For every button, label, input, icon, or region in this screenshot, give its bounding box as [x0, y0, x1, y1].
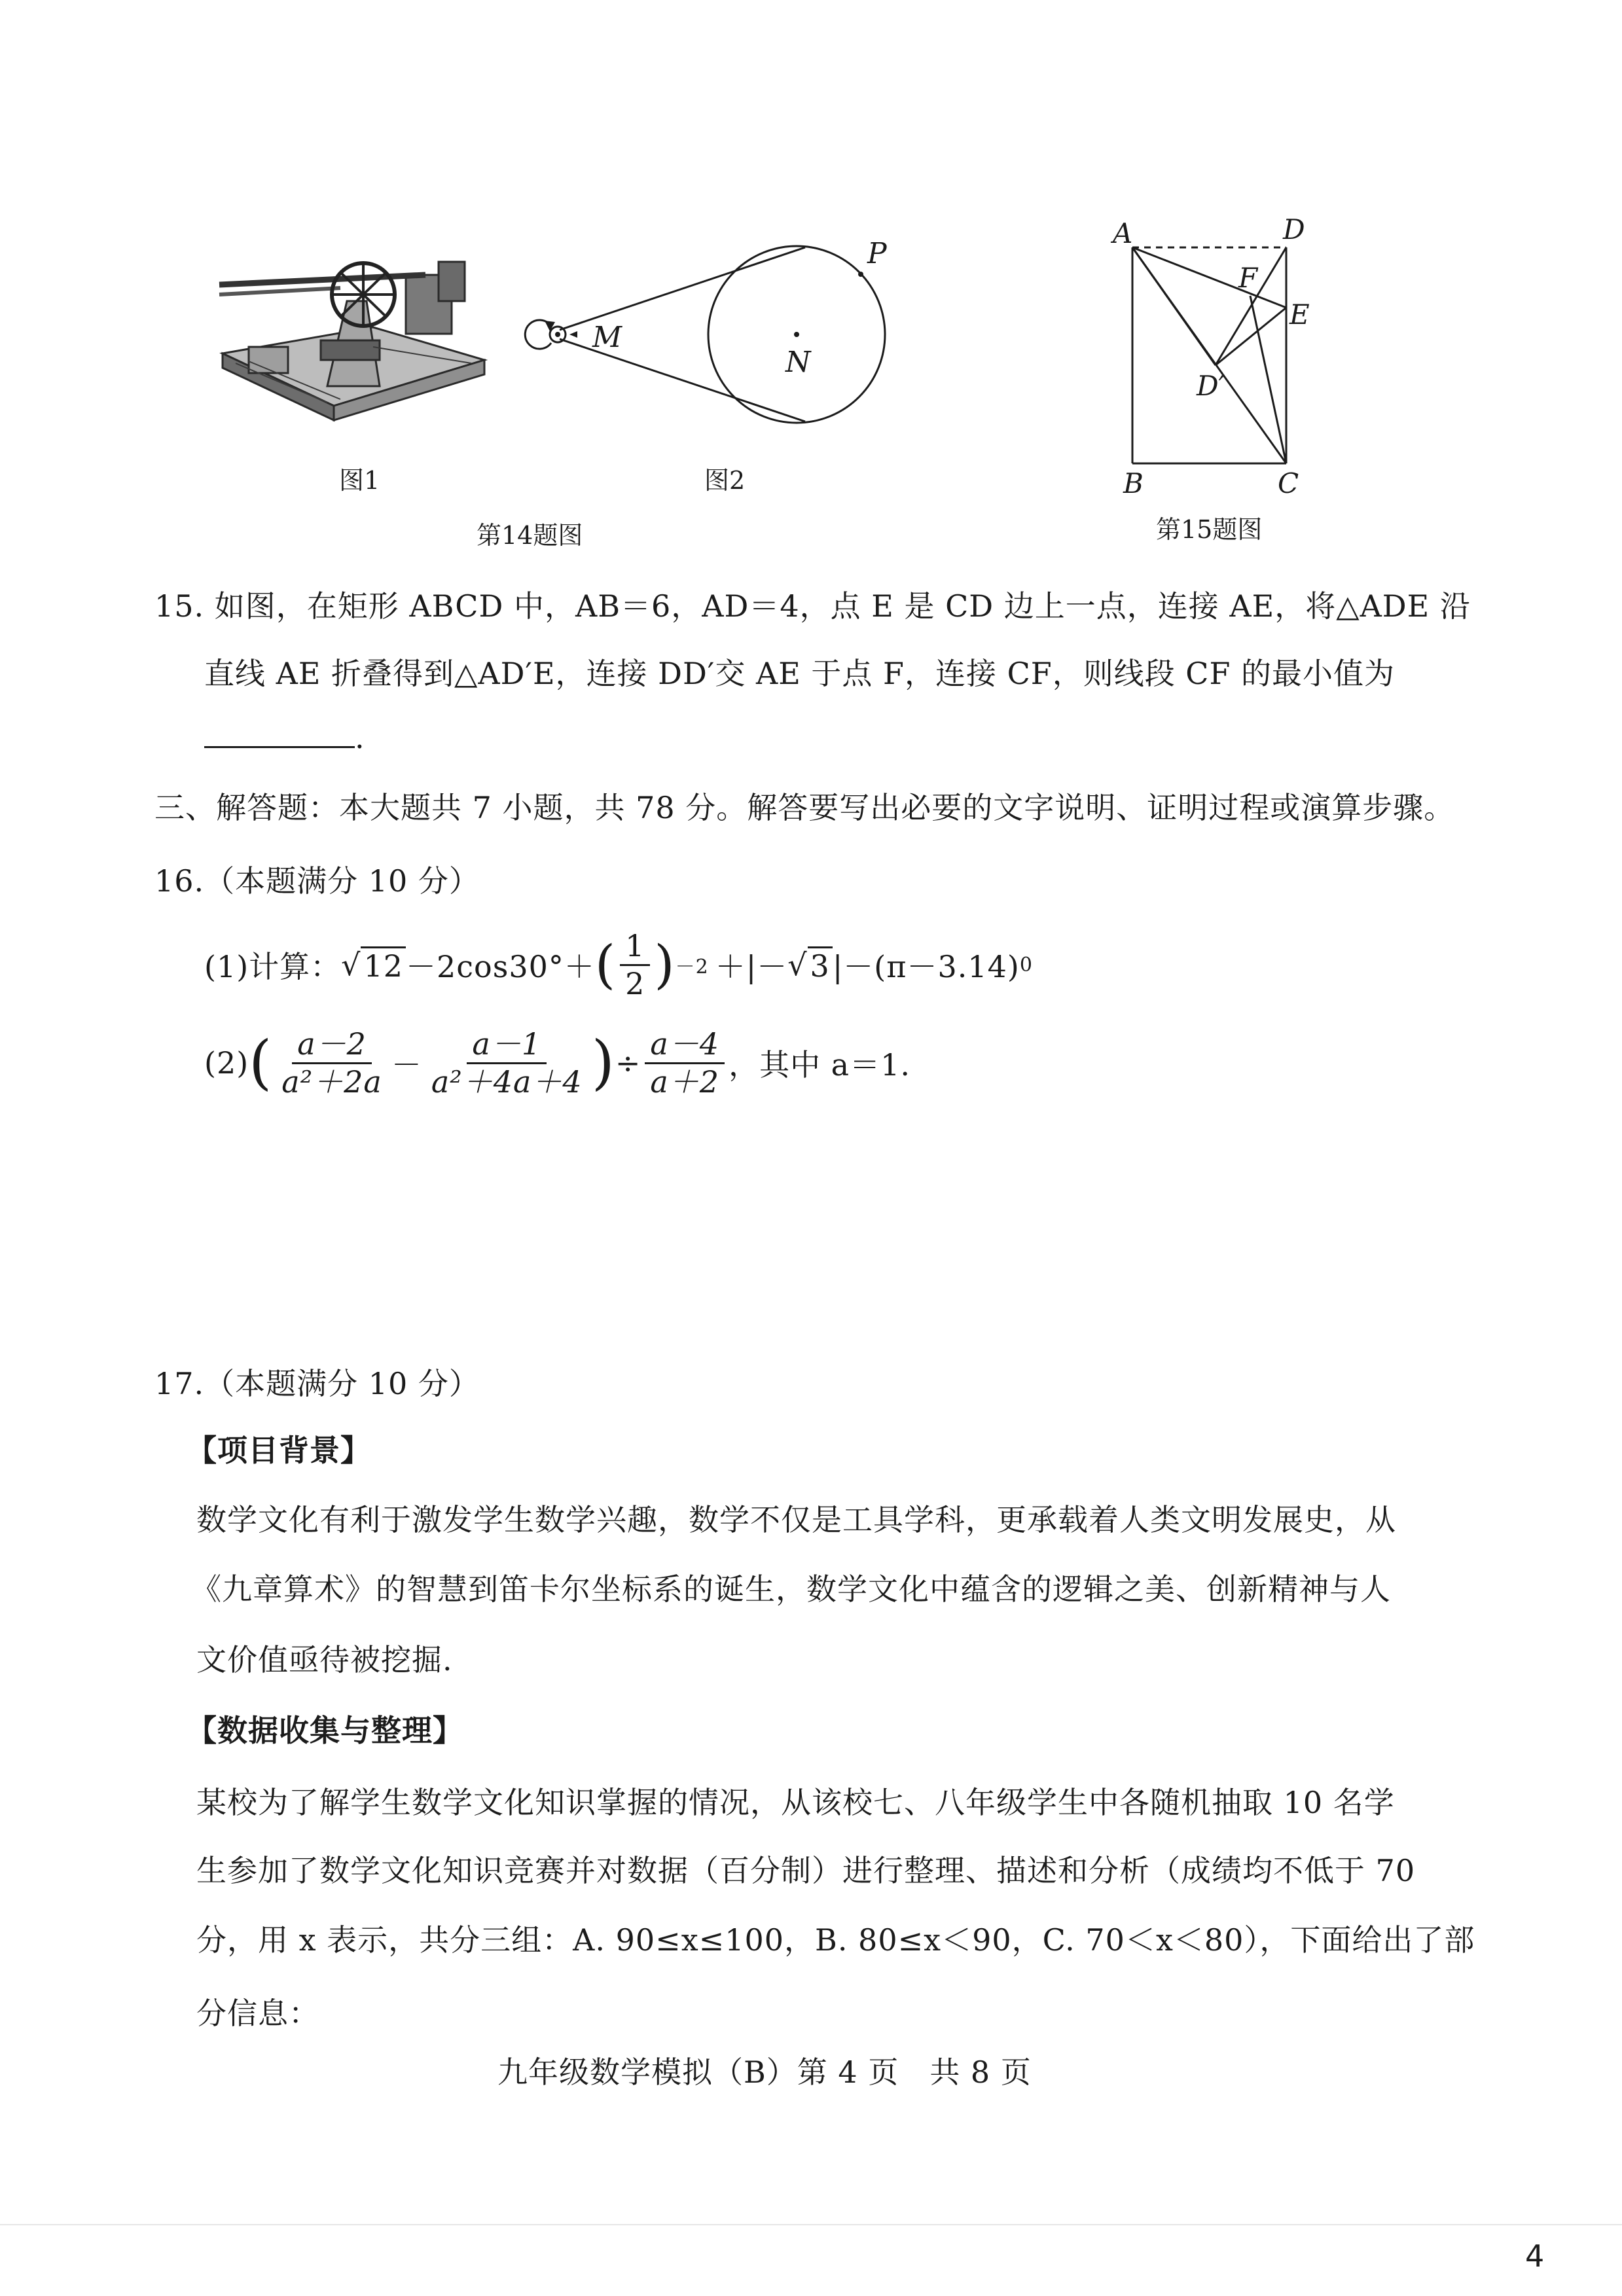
data-line-2: 生参加了数学文化知识竞赛并对数据（百分制）进行整理、描述和分析（成绩均不低于 70	[196, 1853, 1416, 1888]
rectangle-fold-diagram	[1087, 209, 1335, 497]
point-A-label: A	[1113, 217, 1133, 249]
question-16-part-1: (1)计算： √ 12 －2cos30°＋ ( $\frac{1}{2}$ ) －2 ＋|－ √ 3 |－(π－3.14) 0	[204, 928, 1033, 1001]
figure-15-rectangle	[1087, 209, 1335, 497]
point-F-label: F	[1238, 262, 1258, 294]
fraction-1: $\frac{a-2}{\text{a²＋2a}}$	[281, 1026, 382, 1100]
question-16-header: 16.（本题满分 10 分）	[154, 863, 480, 899]
point-E-label: E	[1289, 298, 1310, 331]
figure-1-caption: 图1	[339, 466, 380, 495]
catapult-illustration	[209, 249, 497, 445]
bottom-divider	[0, 2224, 1622, 2225]
fraction-2: $\frac{a-1}{\text{a²＋4a＋4}}$	[431, 1026, 583, 1100]
project-background-title: 【项目背景】	[187, 1433, 371, 1468]
figure-2-caption: 图2	[704, 466, 746, 495]
point-N-label: N	[785, 346, 811, 379]
question-15-line-1: 15. 如图，在矩形 ABCD 中，AB＝6，AD＝4，点 E 是 CD 边上一点，连接 AE，将△ADE 沿	[154, 588, 1471, 624]
point-D-prime-label: D′	[1197, 370, 1225, 402]
sqrt-symbol: √	[341, 947, 361, 983]
figure-1-catapult	[209, 249, 497, 445]
section-3-heading: 三、解答题：本大题共 7 小题，共 78 分。解答要写出必要的文字说明、证明过程或演算步骤。	[154, 790, 1455, 825]
point-B-label: B	[1123, 467, 1144, 499]
question-16-part-2: (2) ( $\frac{a-2}{\text{a²＋2a}}$ － $\frac{a-1}{\text{a²＋4a＋4}}$ ) ÷ $\frac{a-4}{a+2}$ ，其中 a＝1.	[204, 1026, 910, 1100]
answer-blank	[204, 720, 355, 748]
page-footer: 九年级数学模拟（B）第 4 页 共 8 页	[497, 2054, 1032, 2090]
data-collection-title: 【数据收集与整理】	[187, 1713, 463, 1748]
data-line-3: 分，用 x 表示，共分三组：A. 90≤x≤100，B. 80≤x＜90，C. 70＜x＜80），下面给出了部	[196, 1922, 1475, 1958]
fraction-3: $\frac{a-4}{a+2}$	[645, 1028, 725, 1098]
figure-15-caption: 第15题图	[1156, 515, 1263, 544]
point-M-label: M	[592, 321, 622, 354]
point-P-label: P	[867, 237, 887, 270]
background-line-1: 数学文化有利于激发学生数学兴趣，数学不仅是工具学科，更承载着人类文明发展史，从	[196, 1502, 1396, 1537]
fraction-one-half: $\frac{1}{2}$	[620, 929, 650, 1000]
point-C-label: C	[1278, 467, 1299, 499]
question-15-answer-blank: .	[204, 720, 365, 755]
belt-pulley-diagram	[524, 223, 916, 445]
data-line-4: 分信息：	[196, 1996, 319, 2031]
background-line-2: 《九章算术》的智慧到笛卡尔坐标系的诞生，数学文化中蕴含的逻辑之美、创新精神与人	[191, 1571, 1391, 1607]
background-line-3: 文价值亟待被挖掘.	[196, 1642, 453, 1677]
point-D-label: D	[1283, 213, 1305, 245]
figure-14-caption: 第14题图	[477, 521, 583, 550]
sqrt-symbol: √	[787, 947, 808, 983]
question-15-line-2: 直线 AE 折叠得到△AD′E，连接 DD′交 AE 于点 F，连接 CF，则线段 CF 的最小值为	[204, 656, 1396, 691]
page-number: 4	[1525, 2238, 1545, 2274]
figure-2-belt-diagram	[524, 223, 916, 445]
question-17-header: 17.（本题满分 10 分）	[154, 1366, 480, 1401]
data-line-1: 某校为了解学生数学文化知识掌握的情况，从该校七、八年级学生中各随机抽取 10 名学	[196, 1785, 1395, 1820]
